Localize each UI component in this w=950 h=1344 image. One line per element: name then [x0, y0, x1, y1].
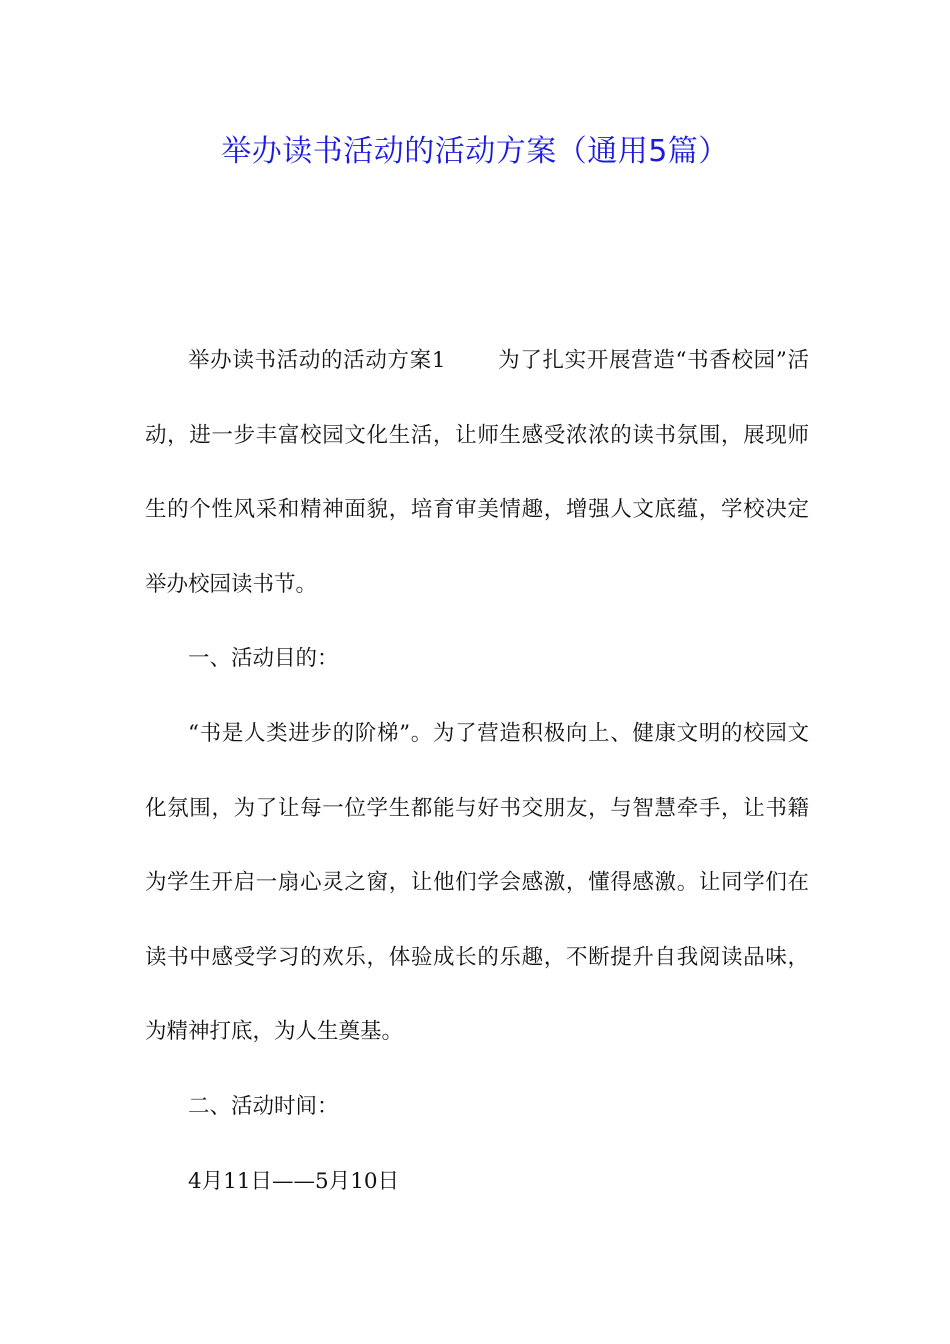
paragraph-intro [145, 324, 809, 622]
paragraph-text: 为了扎实开展营造“书香校园”活动，进一步丰富校园文化生活，让师生感受浓浓的读书氛围，展现师生的个性风采和精神面貌，培育审美情趣，增强人文底蕴，学校决定举办校园读书节。 [145, 348, 809, 597]
document-body [145, 324, 809, 1219]
paragraph-purpose-text: “书是人类进步的阶梯”。为了营造积极向上、健康文明的校园文化氛围，为了让每一位学生都能与好书交朋友，与智慧牵手，让书籍为学生开启一扇心灵之窗，让他们学会感激，懂得感激。让同学们在读书中感受学习的欢乐，体验成长的乐趣，不断提升自我阅读品味，为精神打底，为人生奠基。 [145, 720, 809, 1045]
document-title: 举办读书活动的活动方案（通用5篇） [221, 134, 729, 169]
section-heading: 举办读书活动的活动方案1 [188, 348, 446, 373]
paragraph-purpose-heading: 一、活动目的： [188, 646, 339, 672]
paragraph-time-value: 4月11日——5月10日 [188, 1168, 400, 1194]
paragraph-time-heading: 二、活动时间： [188, 1093, 339, 1119]
